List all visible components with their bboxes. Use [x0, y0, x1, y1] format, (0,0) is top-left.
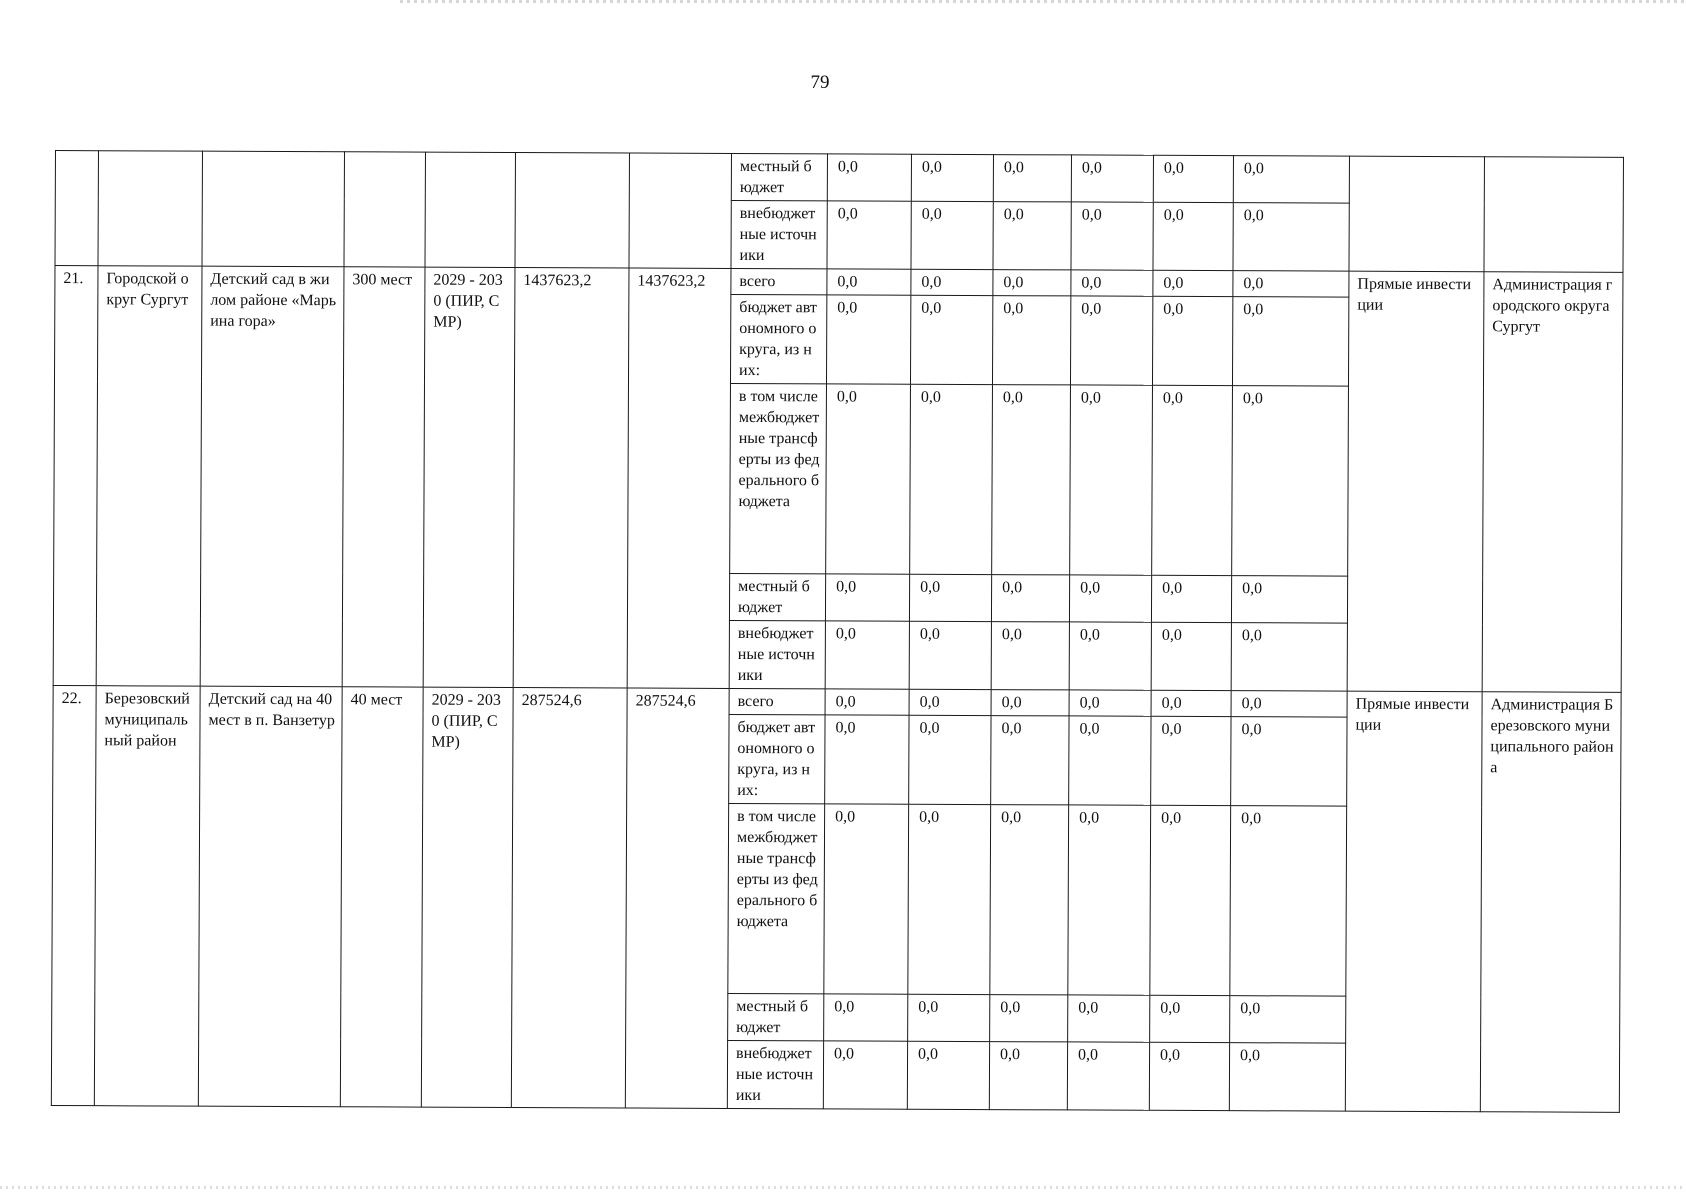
- value-cell: 0,0: [1151, 690, 1231, 716]
- capacity: 300 мест: [342, 267, 425, 687]
- value-cell: 0,0: [992, 385, 1071, 575]
- value-cell: 0,0: [910, 384, 993, 574]
- customer: Администрация городского округа Сургут: [1482, 272, 1623, 693]
- value-cell: 0,0: [825, 689, 909, 715]
- municipality: Городской округ Сургут: [96, 266, 202, 686]
- municipality: Березовский муниципальный район: [94, 686, 200, 1106]
- source-label: внебюджетные источники: [727, 1040, 823, 1108]
- mechanism-cell: [1349, 156, 1485, 272]
- table-row: [53, 685, 1621, 718]
- source-label: внебюджетные источники: [729, 620, 825, 688]
- mechanism: Прямые инвестиции: [1347, 271, 1484, 692]
- value-cell: 0,0: [911, 201, 993, 269]
- table-row: [55, 151, 1623, 205]
- value-cell: 0,0: [1230, 806, 1347, 997]
- value-cell: 0,0: [908, 994, 990, 1041]
- value-cell: 0,0: [991, 622, 1069, 690]
- value-cell: 0,0: [1231, 623, 1347, 692]
- value-cell: 0,0: [1068, 805, 1151, 995]
- value-cell: 0,0: [1152, 296, 1232, 385]
- value-cell: 0,0: [827, 269, 911, 295]
- value-cell: 0,0: [991, 716, 1069, 805]
- table-body: [51, 151, 1623, 1113]
- value-cell: 0,0: [909, 715, 991, 804]
- mechanism: Прямые инвестиции: [1345, 691, 1482, 1112]
- customer: Администрация Березовского муниципального района: [1480, 692, 1621, 1113]
- value-cell: 0,0: [908, 804, 991, 994]
- number-cell: [55, 151, 99, 266]
- value-cell: 0,0: [824, 994, 908, 1041]
- value-cell: 0,0: [826, 295, 910, 384]
- scan-edge-top: [400, 0, 1686, 3]
- investment-objects-table: [51, 150, 1624, 1113]
- value-cell: 0,0: [1071, 270, 1153, 296]
- table-row: [55, 266, 1623, 299]
- period: 2029 - 2030 (ПИР, СМР): [423, 267, 515, 687]
- municipality-cell: [98, 151, 203, 266]
- source-label: всего: [729, 688, 825, 714]
- value-cell: 0,0: [909, 574, 991, 621]
- value-cell: 0,0: [907, 1041, 989, 1109]
- value-cell: 0,0: [991, 575, 1069, 622]
- source-label: местный бюджет: [731, 153, 827, 200]
- value-cell: 0,0: [825, 621, 909, 689]
- value-cell: 0,0: [910, 295, 992, 384]
- value-cell: 0,0: [1069, 622, 1151, 690]
- object-name: Детский сад в жилом районе «Марьина гора»: [200, 266, 344, 687]
- source-label: внебюджетные источники: [731, 200, 827, 268]
- balance: 1437623,2: [627, 268, 731, 688]
- source-label: бюджет автономного округа, из них:: [729, 714, 825, 803]
- value-cell: 0,0: [825, 715, 909, 804]
- value-cell: 0,0: [990, 995, 1068, 1042]
- value-cell: 0,0: [1151, 622, 1231, 690]
- period-cell: [425, 152, 516, 267]
- period: 2029 - 2030 (ПИР, СМР): [421, 687, 513, 1107]
- value-cell: 0,0: [1231, 717, 1347, 807]
- value-cell: 0,0: [1231, 576, 1347, 624]
- value-cell: 0,0: [826, 384, 911, 574]
- value-cell: 0,0: [1069, 575, 1151, 622]
- value-cell: 0,0: [1150, 805, 1231, 995]
- value-cell: 0,0: [1232, 297, 1348, 387]
- value-cell: 0,0: [1233, 203, 1349, 272]
- value-cell: 0,0: [989, 1042, 1067, 1110]
- source-label: местный бюджет: [729, 573, 825, 620]
- value-cell: 0,0: [1067, 1042, 1149, 1110]
- value-cell: 0,0: [911, 154, 993, 201]
- capacity-cell: [344, 152, 426, 267]
- value-cell: 0,0: [1069, 690, 1151, 716]
- value-cell: 0,0: [1071, 202, 1153, 270]
- page-number: 79: [810, 72, 830, 93]
- source-label: местный бюджет: [728, 993, 824, 1040]
- value-cell: 0,0: [1151, 716, 1231, 805]
- value-cell: 0,0: [825, 574, 909, 621]
- value-cell: 0,0: [993, 155, 1071, 202]
- value-cell: 0,0: [1233, 156, 1349, 204]
- value-cell: 0,0: [1230, 996, 1346, 1044]
- value-cell: 0,0: [909, 689, 991, 715]
- cost: 287524,6: [511, 688, 627, 1108]
- balance: 287524,6: [625, 688, 729, 1108]
- source-label: в том числе межбюджетные трансферты из федерального бюджета: [728, 803, 825, 993]
- value-cell: 0,0: [1070, 385, 1153, 575]
- value-cell: 0,0: [1229, 1043, 1345, 1112]
- value-cell: 0,0: [1070, 296, 1152, 385]
- row-number: 22.: [51, 685, 96, 1105]
- balance-cell: [629, 153, 732, 268]
- capacity: 40 мест: [340, 687, 423, 1107]
- cost: 1437623,2: [513, 268, 629, 688]
- value-cell: 0,0: [991, 690, 1069, 716]
- object-name: Детский сад на 40 мест в п. Ванзетур: [198, 686, 342, 1107]
- value-cell: 0,0: [1069, 716, 1151, 805]
- scan-edge-bottom: [0, 1186, 1686, 1189]
- value-cell: 0,0: [827, 201, 911, 269]
- value-cell: 0,0: [993, 202, 1071, 270]
- value-cell: 0,0: [1153, 270, 1233, 296]
- value-cell: 0,0: [1068, 995, 1150, 1042]
- value-cell: 0,0: [990, 805, 1069, 995]
- value-cell: 0,0: [1233, 271, 1349, 298]
- value-cell: 0,0: [1153, 202, 1233, 270]
- cost-cell: [515, 153, 630, 268]
- value-cell: 0,0: [909, 621, 991, 689]
- source-label: всего: [731, 268, 827, 294]
- value-cell: 0,0: [823, 1041, 907, 1109]
- value-cell: 0,0: [1150, 995, 1230, 1042]
- row-number: 21.: [53, 266, 98, 686]
- value-cell: 0,0: [1071, 155, 1153, 202]
- value-cell: 0,0: [992, 296, 1070, 385]
- value-cell: 0,0: [1231, 691, 1347, 718]
- source-label: бюджет автономного округа, из них:: [730, 294, 826, 383]
- value-cell: 0,0: [824, 804, 909, 994]
- value-cell: 0,0: [993, 270, 1071, 296]
- value-cell: 0,0: [911, 269, 993, 295]
- value-cell: 0,0: [1151, 575, 1231, 622]
- value-cell: 0,0: [1152, 385, 1233, 575]
- value-cell: 0,0: [1153, 155, 1233, 202]
- customer-cell: [1484, 157, 1624, 273]
- object-cell: [202, 151, 345, 267]
- value-cell: 0,0: [1149, 1042, 1229, 1110]
- value-cell: 0,0: [827, 154, 911, 201]
- source-label: в том числе межбюджетные трансферты из федерального бюджета: [730, 383, 827, 573]
- value-cell: 0,0: [1232, 386, 1349, 577]
